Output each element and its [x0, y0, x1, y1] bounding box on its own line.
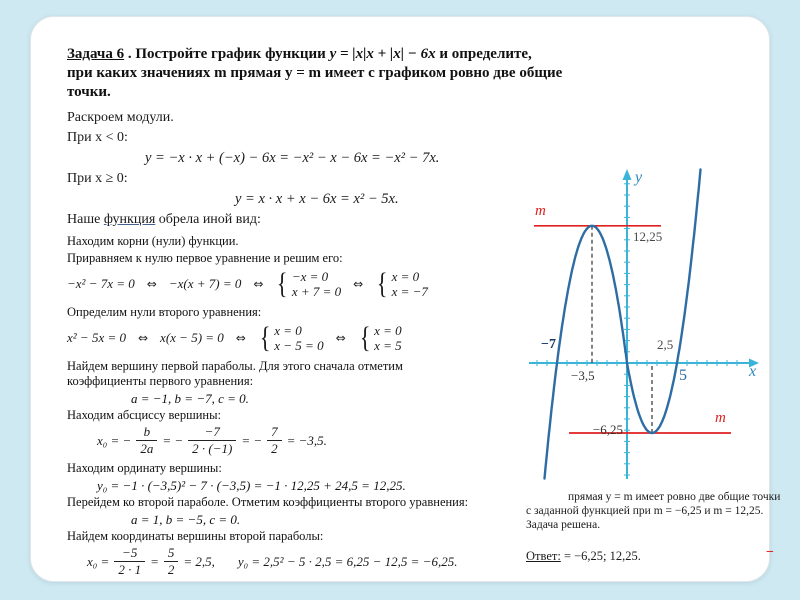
fraction	[136, 425, 157, 456]
label-5: 5	[679, 367, 687, 384]
fraction	[188, 425, 236, 456]
eq2-case-system	[258, 323, 324, 353]
label-2-5: 2,5	[657, 337, 674, 352]
eq1-case-column	[292, 269, 341, 299]
title-text-1: Постройте график функции	[135, 46, 330, 62]
x0b-eq1: =	[150, 553, 159, 569]
label-minus-7: −7	[541, 337, 556, 352]
solution-column	[67, 109, 521, 582]
case-line: x = −7	[391, 284, 428, 299]
x0b-pre: x₀ =	[87, 553, 110, 569]
fraction-numerator: 7	[267, 425, 282, 441]
abscissa-calculation	[67, 425, 521, 456]
fraction-numerator: −7	[188, 425, 236, 441]
new-form-pre: Наше	[67, 212, 104, 227]
brace-icon: {	[277, 267, 289, 300]
conclusion-line-3: Задача решена.	[526, 519, 601, 531]
fraction-denominator: 2a	[140, 441, 154, 456]
iff-icon: ⇔	[353, 277, 364, 291]
formula-positive-case: y = x · x + x − 6x = x² − 5x.	[235, 191, 399, 207]
vertex2-calculation	[67, 546, 521, 577]
coefficients-parabola2: a = 1, b = −5, c = 0.	[131, 512, 241, 527]
y-axis-label: y	[635, 169, 643, 186]
task-number: Задача 6	[67, 46, 125, 62]
step-ordinate-intro: Находим ординату вершины:	[67, 461, 222, 475]
iff-icon: ⇔	[137, 331, 149, 345]
case-line: x = 0	[391, 269, 420, 284]
title-text-2: и определите,	[435, 46, 532, 62]
x0-eq2: = −	[241, 432, 263, 448]
fraction-denominator: 2 · 1	[118, 562, 142, 577]
step-vertex1-intro	[67, 359, 521, 389]
new-form-post: обрела иной вид:	[155, 212, 261, 227]
title-formula: y = |x|x + |x| − 6x	[329, 46, 436, 62]
ordinate-calculation: y₀ = −1 · (−3,5)² − 7 · (−3,5) = −1 · 12,25 + 24,5 = 12,25.	[97, 478, 406, 493]
fraction-numerator: b	[136, 425, 157, 441]
label-minus-6-25: −6,25	[592, 422, 623, 437]
formula-negative-case: y = −x · x + (−x) − 6x = −x² − x − 6x = −x² − 7x.	[145, 150, 440, 166]
eq1-factored: −x(x + 7) = 0	[168, 276, 242, 291]
eq2-lhs: x² − 5x = 0	[67, 330, 126, 345]
case-negative-label: При x < 0:	[67, 130, 128, 145]
x-axis-label: x	[749, 363, 757, 380]
eq2-roots-system	[358, 323, 402, 353]
step-eq1-intro: Приравняем к нулю первое уравнение и решим его:	[67, 251, 343, 265]
label-12-25: 12,25	[633, 229, 663, 244]
case-line: x = 0	[274, 323, 302, 338]
answer-label: Ответ:	[526, 549, 561, 563]
brace-icon: {	[359, 321, 371, 354]
coefficients-parabola1: a = −1, b = −7, c = 0.	[131, 391, 249, 406]
fraction-numerator: 5	[164, 546, 179, 562]
fraction-numerator: −5	[114, 546, 145, 562]
eq2-factored: x(x − 5) = 0	[160, 330, 224, 345]
graph-canvas	[523, 167, 765, 485]
case-positive-label: При x ≥ 0:	[67, 171, 128, 186]
answer-value: = −6,25; 12,25.	[560, 549, 641, 563]
fraction	[164, 546, 179, 577]
title-line-2: при каких значениях m прямая y = m имеет с графиком ровно две общие	[67, 65, 563, 81]
title-line-3: точки.	[67, 84, 111, 100]
brace-icon: {	[377, 267, 388, 300]
case-line: x − 5 = 0	[274, 338, 324, 353]
conclusion-line-2: с заданной функцией при m = −6,25 и m = 12,25.	[526, 505, 764, 517]
new-form-sentence	[67, 211, 521, 229]
fraction-denominator: 2 · (−1)	[192, 441, 233, 456]
answer-line	[526, 549, 641, 564]
y0b-calculation: y₀ = 2,5² − 5 · 2,5 = 6,25 − 12,5 = −6,25.	[237, 553, 458, 569]
case-line: −x = 0	[291, 269, 329, 284]
fraction-denominator: 2	[167, 562, 175, 577]
step-abscissa-intro: Находим абсциссу вершины:	[67, 408, 221, 422]
worksheet-card	[30, 16, 781, 582]
case-line: x = 5	[374, 338, 402, 353]
x0b-result: = 2,5,	[183, 553, 215, 569]
eq1-roots-system	[375, 269, 428, 299]
eq1-case-system	[275, 269, 341, 299]
m-line-top-label: m	[535, 203, 546, 219]
eq1-lhs: −x² − 7x = 0	[67, 276, 135, 291]
iff-icon: ⇔	[235, 331, 246, 345]
red-dash-mark: −	[766, 545, 774, 560]
task-title	[67, 45, 697, 102]
step-open-modules: Раскроем модули.	[67, 110, 174, 125]
iff-icon: ⇔	[335, 331, 346, 345]
fraction	[114, 546, 145, 577]
case-line: x + 7 = 0	[291, 284, 342, 299]
eq2-roots-column	[374, 323, 402, 353]
task-separator: .	[124, 46, 136, 62]
conclusion-text	[526, 490, 786, 532]
m-line-bottom-label: m	[715, 410, 726, 426]
case-line: x = 0	[374, 323, 402, 338]
conclusion-line-1: прямая y = m имеет ровно две общие точки	[568, 491, 781, 503]
function-graph	[523, 167, 765, 485]
label-minus-3-5: −3,5	[571, 368, 595, 383]
fraction	[267, 425, 282, 456]
equation2-solution	[67, 322, 521, 354]
iff-icon: ⇔	[253, 277, 264, 291]
fraction-denominator: 2	[271, 441, 278, 456]
eq2-case-column	[274, 323, 323, 353]
eq1-roots-column	[392, 269, 428, 299]
vertex1-intro-line1: Найдем вершину первой параболы. Для этого сначала отметим	[67, 359, 403, 373]
iff-icon: ⇔	[146, 277, 157, 291]
step-eq2-intro: Определим нули второго уравнения:	[67, 305, 262, 319]
step-vertex2-intro: Перейдем ко второй параболе. Отметим коэффициенты второго уравнения:	[67, 495, 469, 509]
x0-eq1: = −	[162, 432, 184, 448]
step-find-roots: Находим корни (нули) функции.	[67, 234, 239, 248]
x0-pre: x₀ = −	[97, 432, 132, 448]
vertex1-intro-line2: коэффициенты первого уравнения:	[67, 374, 254, 388]
x0-result: = −3,5.	[286, 432, 327, 448]
brace-icon: {	[259, 321, 271, 354]
step-vertex2-coords-intro: Найдем координаты вершины второй параболы:	[67, 529, 324, 543]
equation1-solution	[67, 268, 521, 300]
new-form-marked-word: функция	[103, 212, 156, 227]
